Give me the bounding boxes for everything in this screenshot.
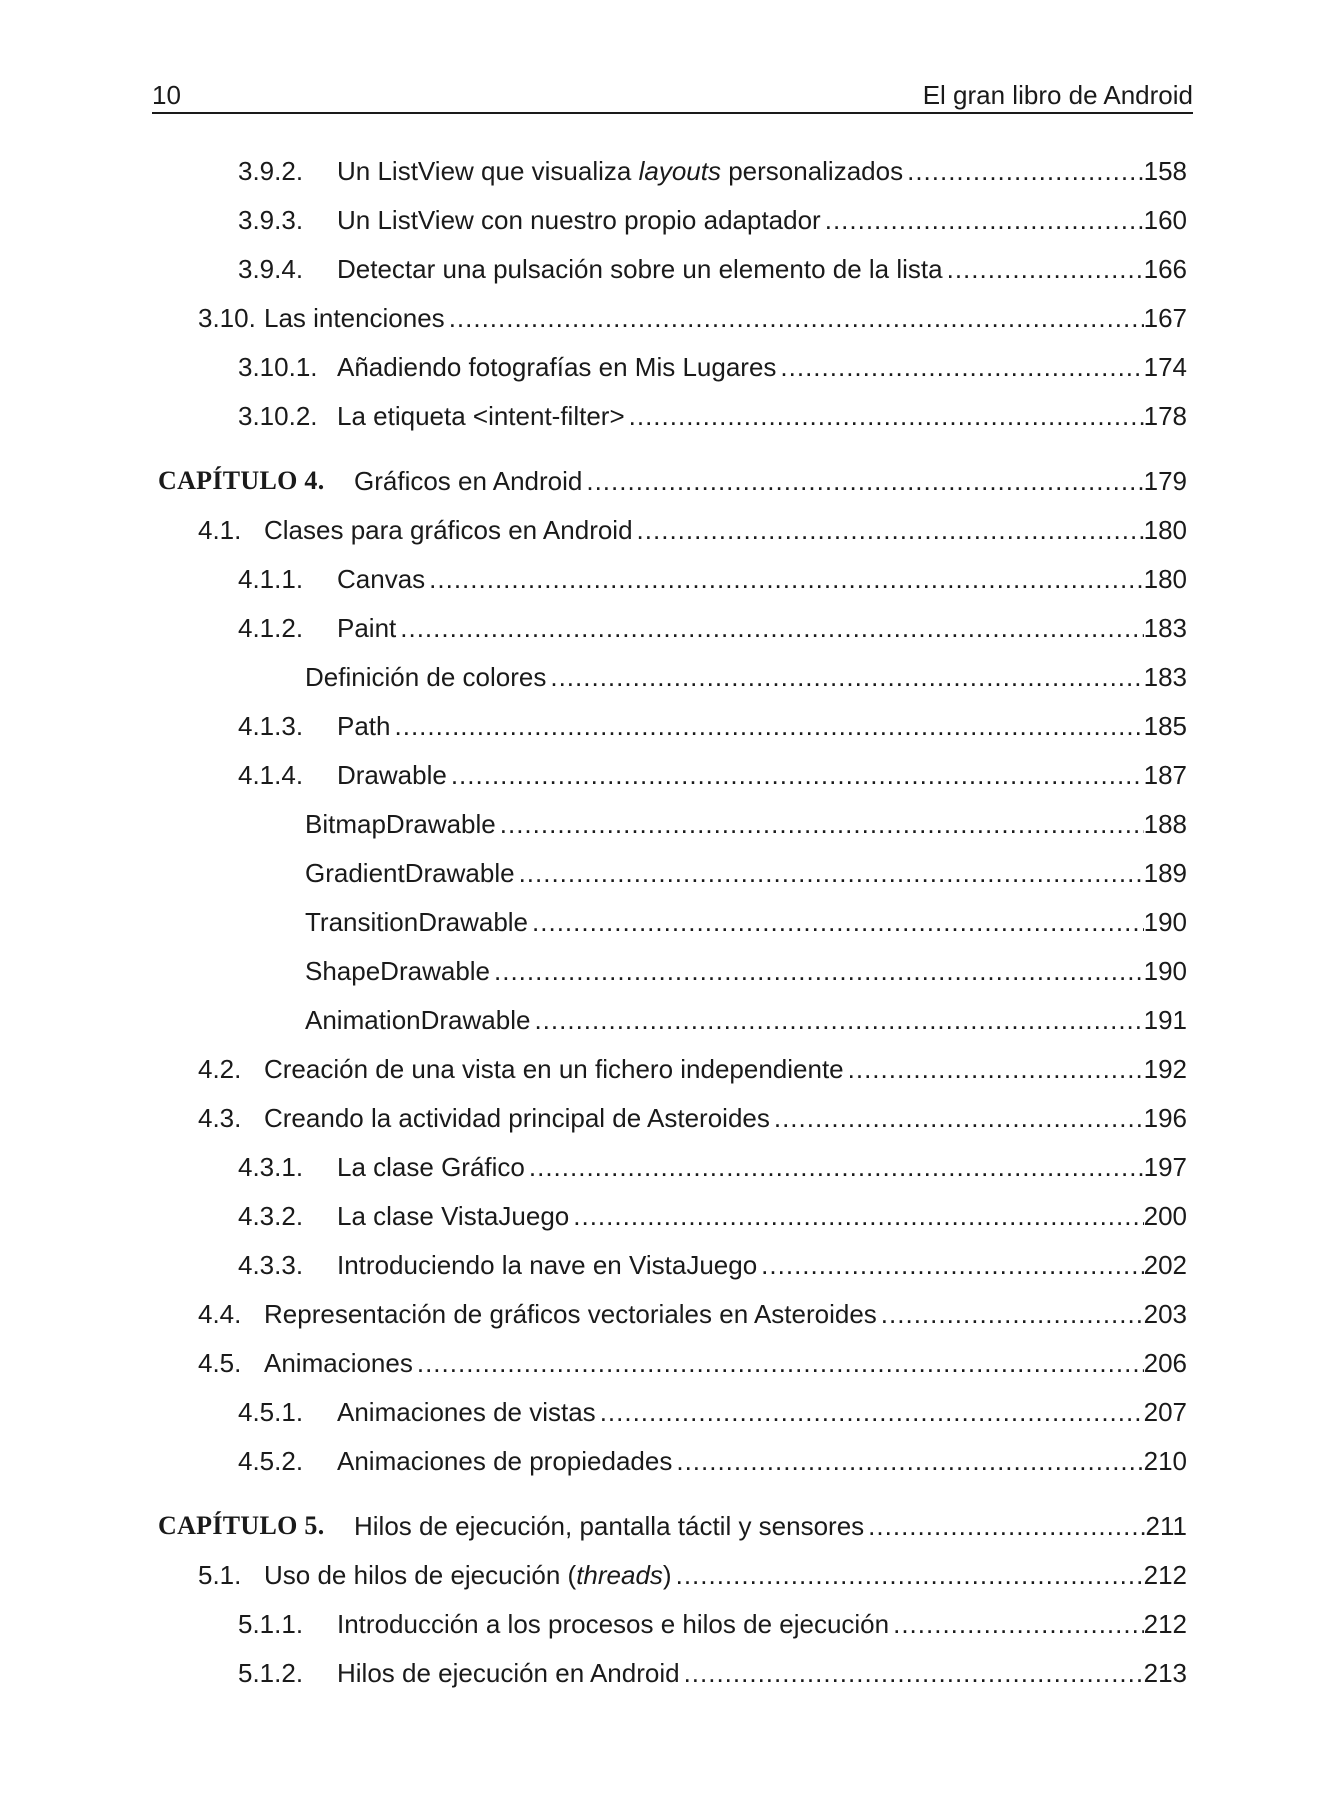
toc-dot-leader: [893, 1607, 1144, 1641]
toc-page-number: 158: [1143, 156, 1187, 186]
toc-entry-number: 4.3.: [198, 1103, 242, 1133]
toc-page-number: 178: [1143, 401, 1187, 431]
toc-entry-title-text: Un ListView con nuestro propio adaptador: [337, 205, 821, 235]
toc-page-number: 190: [1143, 907, 1187, 937]
toc-page-number: 203: [1143, 1299, 1187, 1329]
table-of-contents: [152, 139, 1187, 1690]
toc-entry-number: 5.1.2.: [238, 1658, 304, 1688]
toc-dot-leader: [825, 203, 1144, 237]
toc-entry-title: [337, 709, 395, 743]
toc-entry-title: [337, 562, 429, 596]
toc-page-number: 190: [1143, 956, 1187, 986]
toc-entry-title-text: Las intenciones: [264, 303, 445, 333]
toc-entry: [152, 596, 1187, 645]
toc-entry-title-text: Representación de gráficos vectoriales en Asteroides: [264, 1299, 877, 1329]
toc-entry-title-text: Animaciones de propiedades: [337, 1446, 673, 1476]
toc-dot-leader: [676, 1558, 1144, 1592]
toc-page-number: 174: [1143, 352, 1187, 382]
toc-entry-number: CAPÍTULO 4.: [158, 466, 325, 495]
toc-dot-leader: [449, 301, 1144, 335]
toc-entry-number: 3.10.: [198, 303, 256, 333]
toc-dot-leader: [519, 856, 1144, 890]
toc-entry-title: [337, 252, 947, 286]
toc-page-number: 180: [1143, 564, 1187, 594]
toc-page-number: 183: [1143, 662, 1187, 692]
toc-entry: [152, 1282, 1187, 1331]
toc-entry-title: [305, 660, 550, 694]
toc-entry-number: 4.1.3.: [238, 711, 304, 741]
toc-entry-number: CAPÍTULO 5.: [158, 1511, 325, 1540]
toc-entry: [152, 1233, 1187, 1282]
toc-entry-number: 4.5.: [198, 1348, 242, 1378]
toc-page-number: 212: [1143, 1609, 1187, 1639]
toc-entry-title: [337, 350, 780, 384]
toc-dot-leader: [629, 399, 1144, 433]
toc-entry: [152, 939, 1187, 988]
toc-page-number: 167: [1143, 303, 1187, 333]
toc-entry-title-text: Animaciones de vistas: [337, 1397, 596, 1427]
toc-entry: [152, 498, 1187, 547]
toc-dot-leader: [848, 1052, 1144, 1086]
toc-dot-leader: [586, 464, 1143, 498]
toc-entry-title: [337, 611, 400, 645]
toc-dot-leader: [676, 1444, 1143, 1478]
toc-dot-leader: [774, 1101, 1144, 1135]
toc-page-number: 206: [1143, 1348, 1187, 1378]
toc-entry-title: [305, 856, 519, 890]
toc-dot-leader: [881, 1297, 1144, 1331]
toc-entry-title-text: Un ListView que visualiza: [337, 156, 639, 186]
toc-dot-leader: [780, 350, 1143, 384]
toc-entry-title-text: Path: [337, 711, 391, 741]
toc-entry-title-text: ShapeDrawable: [305, 956, 491, 986]
toc-page-number: 179: [1143, 466, 1187, 496]
toc-page-number: 187: [1143, 760, 1187, 790]
toc-entry-number: 4.5.2.: [238, 1446, 304, 1476]
toc-entry-title-text: Detectar una pulsación sobre un elemento de la lista: [337, 254, 943, 284]
toc-entry-title: [305, 954, 494, 988]
toc-dot-leader: [907, 154, 1144, 188]
toc-page-number: 211: [1145, 1511, 1187, 1541]
toc-entry-number: 4.1.2.: [238, 613, 304, 643]
toc-entry-title: [354, 1509, 868, 1543]
toc-page-number: 185: [1143, 711, 1187, 741]
toc-entry-title: [337, 1248, 761, 1282]
toc-page-number: 189: [1143, 858, 1187, 888]
toc-dot-leader: [529, 1150, 1144, 1184]
toc-entry-title-suffix: ): [662, 1560, 672, 1590]
toc-entry: [152, 694, 1187, 743]
toc-entry: [152, 237, 1187, 286]
toc-entry-title: [337, 203, 825, 237]
toc-page-number: 200: [1143, 1201, 1187, 1231]
toc-entry: [152, 335, 1187, 384]
toc-dot-leader: [500, 807, 1144, 841]
toc-chapter-entry: [152, 433, 1187, 498]
toc-entry-number: 3.9.4.: [238, 254, 304, 284]
toc-entry: [152, 988, 1187, 1037]
toc-entry: [152, 1037, 1187, 1086]
toc-entry: [152, 792, 1187, 841]
toc-entry: [152, 1331, 1187, 1380]
toc-entry: [152, 1641, 1187, 1690]
toc-page-number: 196: [1143, 1103, 1187, 1133]
toc-entry-title: [305, 807, 500, 841]
toc-entry-title-text: Hilos de ejecución en Android: [337, 1658, 680, 1688]
toc-page-number: 207: [1143, 1397, 1187, 1427]
toc-entry-title: [264, 301, 449, 335]
page-number: 10: [152, 80, 181, 110]
toc-entry: [152, 1380, 1187, 1429]
toc-entry-title: [264, 1052, 848, 1086]
toc-entry-title-text: Gráficos en Android: [354, 466, 583, 496]
toc-entry: [152, 743, 1187, 792]
toc-entry-number: 3.9.2.: [238, 156, 304, 186]
toc-page-number: 197: [1143, 1152, 1187, 1182]
toc-dot-leader: [400, 611, 1143, 645]
toc-entry-title-text: Uso de hilos de ejecución (: [264, 1560, 577, 1590]
toc-entry-title: [264, 1346, 417, 1380]
toc-entry-number: 5.1.1.: [238, 1609, 304, 1639]
toc-entry: [152, 139, 1187, 188]
toc-page-number: 166: [1143, 254, 1187, 284]
toc-entry-number: 4.1.1.: [238, 564, 304, 594]
toc-entry-title-text: Introducción a los procesos e hilos de ejecución: [337, 1609, 890, 1639]
toc-entry-title-emphasis: layouts: [638, 156, 721, 186]
toc-entry: [152, 286, 1187, 335]
toc-entry-number: 4.1.4.: [238, 760, 304, 790]
toc-dot-leader: [600, 1395, 1144, 1429]
toc-entry: [152, 384, 1187, 433]
toc-dot-leader: [761, 1248, 1143, 1282]
toc-entry-title-text: La clase Gráfico: [337, 1152, 525, 1182]
toc-page-number: 188: [1143, 809, 1187, 839]
toc-entry-title-text: Drawable: [337, 760, 447, 790]
toc-page-number: 183: [1143, 613, 1187, 643]
toc-entry-title-text: Canvas: [337, 564, 426, 594]
toc-entry-title-suffix: personalizados: [720, 156, 904, 186]
toc-dot-leader: [534, 1003, 1143, 1037]
running-title: El gran libro de Android: [922, 80, 1193, 110]
page-header: [152, 78, 1193, 114]
toc-entry-title-text: BitmapDrawable: [305, 809, 496, 839]
toc-entry-number: 5.1.: [198, 1560, 242, 1590]
toc-entry: [152, 890, 1187, 939]
toc-entry-title-text: Animaciones: [264, 1348, 413, 1378]
toc-entry-number: 4.1.: [198, 515, 242, 545]
toc-entry: [152, 841, 1187, 890]
toc-dot-leader: [417, 1346, 1144, 1380]
toc-entry: [152, 1543, 1187, 1592]
toc-entry-number: 3.10.2.: [238, 401, 318, 431]
toc-entry-title: [264, 1101, 774, 1135]
toc-page-number: 212: [1143, 1560, 1187, 1590]
toc-entry-title-text: Introduciendo la nave en VistaJuego: [337, 1250, 758, 1280]
toc-entry-number: 3.9.3.: [238, 205, 304, 235]
toc-entry-title: [337, 1656, 684, 1690]
toc-entry-title: [264, 1297, 881, 1331]
toc-entry-title: [305, 1003, 534, 1037]
toc-entry-title-emphasis: threads: [576, 1560, 663, 1590]
toc-entry-title-text: Creación de una vista en un fichero independiente: [264, 1054, 844, 1084]
toc-chapter-entry: [152, 1478, 1187, 1543]
toc-entry-title: [354, 464, 586, 498]
toc-page-number: 180: [1143, 515, 1187, 545]
toc-entry: [152, 188, 1187, 237]
toc-entry-title-text: La etiqueta <intent-filter>: [337, 401, 625, 431]
toc-entry: [152, 547, 1187, 596]
toc-page-number: 192: [1143, 1054, 1187, 1084]
toc-entry-number: 4.3.2.: [238, 1201, 304, 1231]
toc-entry-title-text: La clase VistaJuego: [337, 1201, 570, 1231]
toc-page-number: 160: [1143, 205, 1187, 235]
toc-dot-leader: [637, 513, 1144, 547]
toc-dot-leader: [532, 905, 1144, 939]
toc-dot-leader: [395, 709, 1144, 743]
toc-entry: [152, 1135, 1187, 1184]
toc-page-number: 202: [1143, 1250, 1187, 1280]
toc-dot-leader: [868, 1509, 1145, 1543]
toc-entry-title-text: Paint: [337, 613, 397, 643]
toc-entry-title-text: Creando la actividad principal de Asteroides: [264, 1103, 770, 1133]
toc-entry-number: 4.3.3.: [238, 1250, 304, 1280]
toc-entry-title-text: TransitionDrawable: [305, 907, 529, 937]
toc-entry: [152, 1086, 1187, 1135]
toc-entry-number: 4.5.1.: [238, 1397, 304, 1427]
toc-entry-title-text: Hilos de ejecución, pantalla táctil y sensores: [354, 1511, 865, 1541]
toc-entry-title: [337, 399, 629, 433]
toc-entry-number: 4.2.: [198, 1054, 242, 1084]
toc-entry-title: [337, 1199, 573, 1233]
toc-entry-title-text: GradientDrawable: [305, 858, 515, 888]
toc-dot-leader: [573, 1199, 1143, 1233]
toc-entry-title: [305, 905, 532, 939]
toc-entry-title: [337, 1395, 600, 1429]
toc-entry-title-text: Clases para gráficos en Android: [264, 515, 633, 545]
toc-entry-number: 4.4.: [198, 1299, 242, 1329]
toc-entry-title: [337, 1444, 676, 1478]
toc-entry-title-text: Añadiendo fotografías en Mis Lugares: [337, 352, 777, 382]
toc-page-number: 191: [1143, 1005, 1187, 1035]
toc-entry-title: [264, 513, 637, 547]
toc-entry-title-text: AnimationDrawable: [305, 1005, 531, 1035]
toc-entry-number: 3.10.1.: [238, 352, 318, 382]
toc-dot-leader: [451, 758, 1144, 792]
toc-dot-leader: [550, 660, 1143, 694]
toc-entry-title: [337, 1607, 893, 1641]
toc-entry-number: 4.3.1.: [238, 1152, 304, 1182]
toc-entry-title: [337, 758, 451, 792]
toc-dot-leader: [429, 562, 1143, 596]
toc-page-number: 213: [1143, 1658, 1187, 1688]
toc-entry-title: [264, 1558, 676, 1592]
toc-entry: [152, 645, 1187, 694]
toc-dot-leader: [684, 1656, 1144, 1690]
toc-entry: [152, 1184, 1187, 1233]
toc-entry-title: [337, 1150, 529, 1184]
toc-page-number: 210: [1143, 1446, 1187, 1476]
toc-entry: [152, 1429, 1187, 1478]
toc-entry-title-text: Definición de colores: [305, 662, 547, 692]
toc-dot-leader: [947, 252, 1144, 286]
toc-entry-title: [337, 154, 907, 188]
toc-entry: [152, 1592, 1187, 1641]
toc-dot-leader: [494, 954, 1144, 988]
